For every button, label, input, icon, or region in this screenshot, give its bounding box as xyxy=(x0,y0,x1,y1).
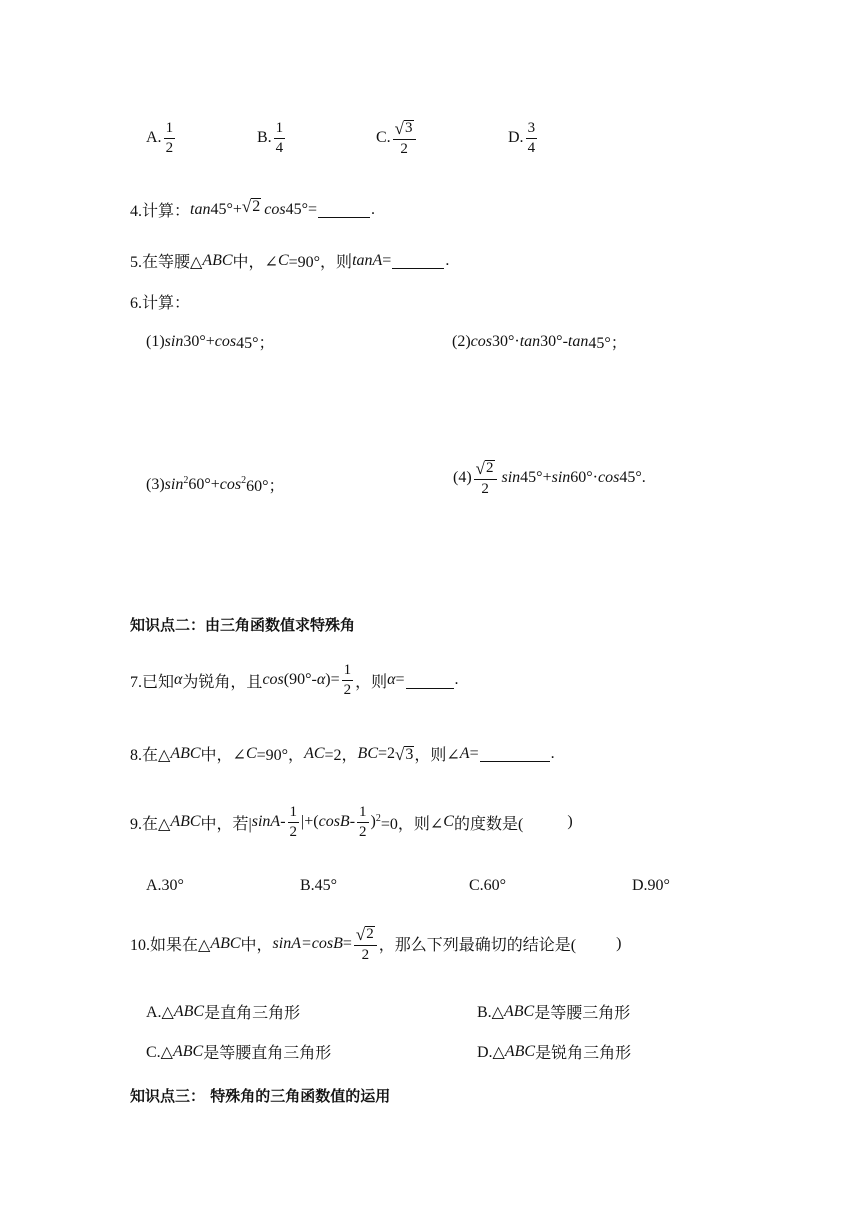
fn-cos: cos xyxy=(219,475,242,493)
superscript: 2 xyxy=(241,475,247,486)
text: 45°. xyxy=(619,468,646,486)
q5-tanA: tanA xyxy=(352,251,383,269)
question-7 xyxy=(130,662,459,698)
q3-option-b xyxy=(257,120,287,156)
var-abc: ABC xyxy=(170,813,201,830)
var-ac: AC xyxy=(304,744,325,762)
fn-cos: cos xyxy=(214,332,237,350)
q5-eq: = xyxy=(382,251,392,269)
q9-option-d: D.90° xyxy=(632,877,670,894)
numerator xyxy=(393,118,416,140)
answer-blank[interactable] xyxy=(318,201,370,218)
part-num: (4) xyxy=(453,468,472,486)
var-a: A xyxy=(459,744,470,762)
q5-end: . xyxy=(445,251,450,269)
var-c: C xyxy=(443,813,454,830)
q5-mid2: =90°，则 xyxy=(288,254,353,271)
var-c: C xyxy=(245,744,257,762)
radicand: 2 xyxy=(486,460,494,476)
text: 7.已知 xyxy=(130,673,175,691)
answer-blank[interactable] xyxy=(406,672,454,689)
fraction xyxy=(342,662,354,698)
option-label: A. xyxy=(146,129,162,146)
text: =2， xyxy=(324,747,358,764)
section-2-heading: 知识点二：由三角函数值求特殊角 xyxy=(130,616,356,634)
text: 60°+ xyxy=(188,475,220,493)
text: 为锐角，且 xyxy=(182,673,263,691)
var-abc: ABC xyxy=(173,1002,205,1020)
text: 45°； xyxy=(236,335,275,352)
q10-option-b xyxy=(477,1000,630,1023)
q6-part-3 xyxy=(146,473,284,496)
text: 中， xyxy=(240,937,273,955)
text: =0，则∠ xyxy=(380,815,444,833)
text: 30°- xyxy=(540,332,568,350)
text: 45°+ xyxy=(520,468,552,486)
text: 的度数是( xyxy=(453,815,524,833)
denominator: 2 xyxy=(361,947,370,964)
text: 45°； xyxy=(588,335,627,352)
q6-part-1 xyxy=(146,330,274,353)
text: ) xyxy=(616,934,622,952)
question-8 xyxy=(130,742,555,765)
fn-cos: cos xyxy=(262,671,284,688)
q4-cos: cos xyxy=(264,200,286,218)
numerator xyxy=(354,924,377,946)
answer-blank[interactable] xyxy=(392,252,444,269)
superscript: 2 xyxy=(375,812,381,824)
text: = xyxy=(395,671,405,688)
q10-option-c xyxy=(146,1040,331,1063)
numerator: 1 xyxy=(164,120,176,139)
radicand: 2 xyxy=(252,197,261,215)
text: D.△ xyxy=(477,1043,505,1061)
q5-abc: ABC xyxy=(202,251,233,269)
sqrt: √ 2 xyxy=(241,197,261,217)
numerator: 3 xyxy=(526,120,538,139)
var-abc: ABC xyxy=(210,934,241,952)
denominator: 4 xyxy=(275,139,284,156)
text: B.△ xyxy=(477,1003,504,1021)
text: = xyxy=(342,934,352,952)
denominator: 2 xyxy=(165,139,174,156)
text: ，则 xyxy=(355,673,388,691)
text: (90°- xyxy=(283,671,317,688)
numerator: 1 xyxy=(342,662,354,681)
denominator: 2 xyxy=(289,823,298,840)
text: =90°， xyxy=(256,747,305,764)
text: 30°+ xyxy=(183,332,215,350)
text: 中，若| xyxy=(200,815,252,833)
q10-option-a xyxy=(146,1000,300,1023)
fn-tan: tan xyxy=(567,332,589,350)
question-4 xyxy=(130,198,375,221)
denominator: 2 xyxy=(359,823,367,840)
fn-cos: cos xyxy=(598,468,620,486)
text: . xyxy=(454,671,459,688)
text: - xyxy=(349,813,356,830)
option-label: D. xyxy=(508,129,524,146)
q5-prefix: 5.在等腰△ xyxy=(130,254,203,271)
sqrt: √ 3 xyxy=(394,118,413,138)
q10-option-d xyxy=(477,1040,631,1063)
question-6 xyxy=(130,290,190,313)
q4-tail: 45°= xyxy=(285,200,317,218)
text: = xyxy=(469,744,479,762)
part-num: (1) xyxy=(146,332,165,350)
fraction xyxy=(274,120,286,156)
text: 是锐角三角形 xyxy=(535,1045,632,1062)
radicand: 3 xyxy=(405,120,413,136)
fn-sin: sin xyxy=(501,468,521,486)
q4-deg: 45°+ xyxy=(210,200,242,218)
question-5 xyxy=(130,249,449,272)
var-bc: BC xyxy=(357,744,378,762)
text: 60°； xyxy=(246,478,285,495)
text: )= xyxy=(325,671,340,688)
var-alpha: α xyxy=(387,671,396,688)
q3-option-a xyxy=(146,120,177,156)
q5-mid: 中，∠ xyxy=(232,254,278,271)
denominator: 4 xyxy=(527,139,536,156)
fraction xyxy=(474,458,497,498)
q4-prefix: 4.计算： xyxy=(130,203,191,220)
q6-prefix: 6.计算： xyxy=(130,295,191,312)
q3-option-d xyxy=(508,120,539,156)
option-label: B. xyxy=(257,129,272,146)
fraction xyxy=(288,804,300,840)
denominator: 2 xyxy=(343,681,352,698)
var-alpha: α xyxy=(174,671,183,688)
numerator: 1 xyxy=(357,804,369,823)
sqrt: √ 3 xyxy=(395,745,414,765)
q3-option-c xyxy=(376,118,418,158)
fn-cosB: cosB xyxy=(318,813,350,830)
var-abc: ABC xyxy=(172,1042,204,1060)
var-abc: ABC xyxy=(504,1042,536,1060)
numerator: 1 xyxy=(274,120,286,139)
sqrt: √ 2 xyxy=(355,924,374,944)
fraction xyxy=(526,120,538,156)
text: A.△ xyxy=(146,1003,174,1021)
fn-cos: cos xyxy=(470,332,492,350)
text: 60°· xyxy=(570,468,598,486)
numerator xyxy=(474,458,497,480)
fraction xyxy=(393,118,416,158)
text: C.△ xyxy=(146,1043,173,1061)
numerator: 1 xyxy=(288,804,300,823)
q6-part-2 xyxy=(452,330,627,353)
text: 10.如果在△ xyxy=(130,937,211,955)
text: =2 xyxy=(378,744,396,762)
fn-sin: sin xyxy=(164,475,184,493)
text: 是等腰三角形 xyxy=(534,1005,631,1022)
fn-sinA: sinA xyxy=(251,813,281,830)
var-abc: ABC xyxy=(503,1002,535,1020)
text: 30°· xyxy=(491,332,520,350)
text: ) xyxy=(567,813,573,830)
section-3-heading: 知识点三： 特殊角的三角函数值的运用 xyxy=(130,1087,391,1105)
radicand: 3 xyxy=(405,745,414,763)
denominator: 2 xyxy=(400,141,408,158)
text: 是直角三角形 xyxy=(204,1005,301,1022)
fraction xyxy=(164,120,176,156)
radicand: 2 xyxy=(366,926,374,942)
q9-option-b: B.45° xyxy=(300,877,338,894)
question-9 xyxy=(130,804,573,840)
text: ，则∠ xyxy=(414,747,460,764)
fn-sin: sin xyxy=(164,332,184,350)
q5-c: C xyxy=(277,251,289,269)
denominator: 2 xyxy=(481,481,489,498)
q6-part-4 xyxy=(453,458,646,498)
part-num: (2) xyxy=(452,332,471,350)
expression: sinA=cosB xyxy=(272,934,343,952)
sqrt: √ 2 xyxy=(475,458,494,478)
fraction xyxy=(357,804,369,840)
text: 中，∠ xyxy=(200,747,246,764)
question-10 xyxy=(130,924,621,964)
fn-tan: tan xyxy=(519,332,541,350)
var-abc: ABC xyxy=(170,744,201,762)
q9-option-a: A.30° xyxy=(146,877,184,894)
option-label: C. xyxy=(376,128,391,146)
text: . xyxy=(550,744,555,762)
text: - xyxy=(280,813,286,830)
q9-option-c: C.60° xyxy=(469,877,507,894)
var-alpha: α xyxy=(316,671,326,688)
text: |+( xyxy=(301,813,319,830)
text: 8.在△ xyxy=(130,747,171,764)
fraction xyxy=(354,924,377,964)
q4-tan: tan xyxy=(190,200,211,218)
text: ，那么下列最确切的结论是( xyxy=(378,937,577,955)
text: ) xyxy=(370,813,376,830)
q4-end: . xyxy=(370,200,375,218)
answer-blank[interactable] xyxy=(480,745,550,762)
text: 是等腰直角三角形 xyxy=(203,1045,332,1062)
text: 9.在△ xyxy=(130,815,171,833)
fn-sin: sin xyxy=(551,468,571,486)
part-num: (3) xyxy=(146,475,165,493)
superscript: 2 xyxy=(183,475,189,486)
